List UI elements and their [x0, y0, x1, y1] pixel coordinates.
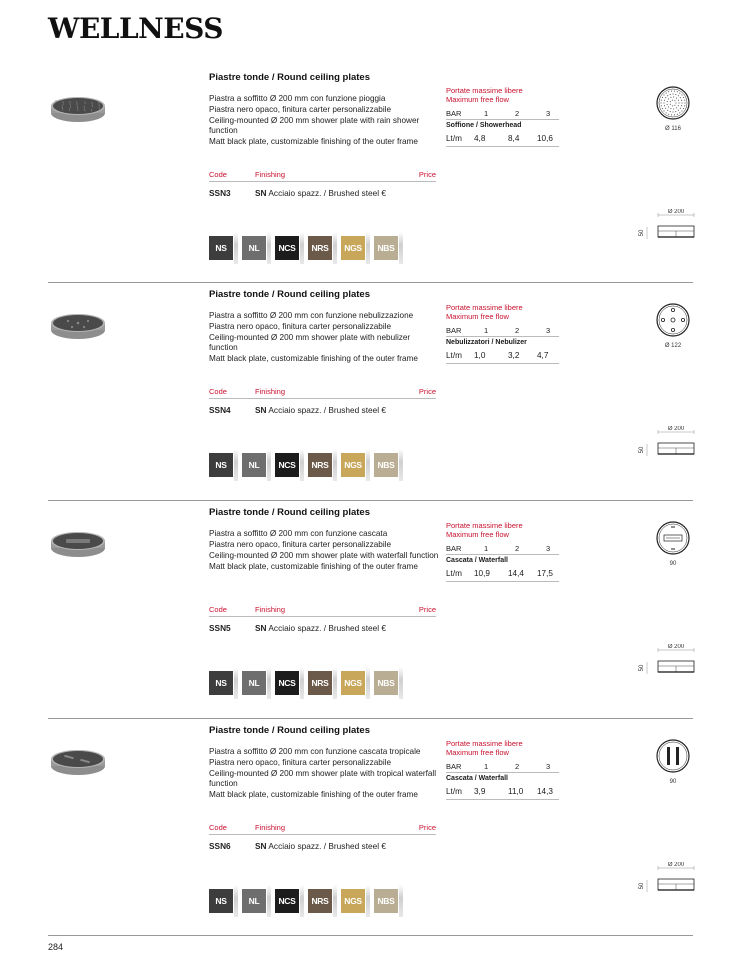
- height-dimension: 50: [639, 229, 645, 237]
- price-header-label: Price: [418, 170, 436, 179]
- swatch-separator: [234, 885, 238, 917]
- swatch-separator: [399, 449, 403, 481]
- product-section-ssn4: [0, 283, 742, 501]
- finishing-text: Acciaio spazz. / Brushed steel €: [268, 841, 386, 851]
- top-view-drawing: [652, 84, 694, 132]
- swatch-separator: [300, 885, 304, 917]
- swatch-separator: [366, 667, 370, 699]
- flow-table: [446, 86, 559, 147]
- section-divider: [48, 500, 693, 501]
- product-code: SSN6: [209, 841, 231, 851]
- height-dimension: 50: [639, 664, 645, 672]
- finish-swatch-nrs: NRS: [308, 671, 332, 695]
- finishing-header-label: Finishing: [255, 170, 286, 179]
- bar-row: [446, 761, 559, 773]
- swatch-separator: [267, 885, 271, 917]
- finishing-value: [255, 188, 386, 198]
- side-view-drawing: [638, 209, 696, 242]
- finish-swatch-ns: NS: [209, 236, 233, 260]
- bar-value: 3: [546, 762, 551, 771]
- finishing-text: Acciaio spazz. / Brushed steel €: [268, 623, 386, 633]
- top-view-drawing: [652, 301, 694, 349]
- description-en-1: Ceiling-mounted Ø 200 mm shower plate with waterfall function: [209, 551, 439, 560]
- swatch-separator: [300, 449, 304, 481]
- finish-swatch-ngs: NGS: [341, 671, 365, 695]
- bar-label: BAR: [446, 326, 462, 335]
- price-header-label: Price: [418, 823, 436, 832]
- finishing-text: Acciaio spazz. / Brushed steel €: [268, 405, 386, 415]
- ceiling-plate-image: [50, 747, 106, 777]
- diameter-dimension: Ø 200: [667, 644, 685, 650]
- flow-value: 3,9: [474, 787, 486, 796]
- finish-swatch-nl: NL: [242, 453, 266, 477]
- swatch-separator: [267, 667, 271, 699]
- swatch-separator: [333, 449, 337, 481]
- section-heading: Piastre tonde / Round ceiling plates: [209, 72, 370, 83]
- finish-swatch-nrs: NRS: [308, 889, 332, 913]
- flow-unit: Lt/m: [446, 787, 462, 796]
- side-view-drawing: [638, 862, 696, 895]
- price-header-label: Price: [418, 605, 436, 614]
- section-divider: [48, 718, 693, 719]
- flow-value: 14,3: [537, 787, 553, 796]
- side-view-drawing: [638, 426, 696, 459]
- finish-swatch-ns: NS: [209, 889, 233, 913]
- description-it-2: Piastra nero opaco, finitura carter personalizzabile: [209, 540, 392, 549]
- product-code: SSN4: [209, 405, 231, 415]
- bar-value: 1: [484, 544, 489, 553]
- description-it-1: Piastra a soffitto Ø 200 mm con funzione nebulizzazione: [209, 311, 414, 320]
- bar-value: 2: [515, 109, 520, 118]
- code-header-label: Code: [209, 170, 227, 179]
- ceiling-plate-image: [50, 529, 106, 559]
- flow-value: 11,0: [508, 787, 524, 796]
- swatch-separator: [267, 232, 271, 264]
- finishing-code: SN: [255, 405, 267, 415]
- flow-value: 17,5: [537, 569, 553, 578]
- flow-unit: Lt/m: [446, 351, 462, 360]
- flow-value: 8,4: [508, 134, 520, 143]
- finishing-header-label: Finishing: [255, 605, 286, 614]
- code-header-label: Code: [209, 387, 227, 396]
- description-it-1: Piastra a soffitto Ø 200 mm con funzione cascata: [209, 529, 388, 538]
- flow-type: Soffione / Showerhead: [446, 122, 522, 129]
- bar-label: BAR: [446, 762, 462, 771]
- product-description: [209, 94, 439, 148]
- code-table-header: [209, 823, 436, 835]
- description-en-1: Ceiling-mounted Ø 200 mm shower plate with rain shower function: [209, 116, 420, 135]
- flow-row: [446, 568, 559, 582]
- description-en-2: Matt black plate, customizable finishing of the outer frame: [209, 137, 418, 146]
- swatch-separator: [366, 232, 370, 264]
- finish-swatch-ncs: NCS: [275, 889, 299, 913]
- flow-row: [446, 133, 559, 147]
- flow-unit: Lt/m: [446, 134, 462, 143]
- flow-row: [446, 786, 559, 800]
- finish-swatch-ngs: NGS: [341, 453, 365, 477]
- bar-label: BAR: [446, 544, 462, 553]
- finish-swatch-nl: NL: [242, 889, 266, 913]
- swatch-separator: [366, 449, 370, 481]
- side-view-drawing: [638, 644, 696, 677]
- description-en-1: Ceiling-mounted Ø 200 mm shower plate with tropical waterfall function: [209, 769, 437, 788]
- finish-swatch-nrs: NRS: [308, 453, 332, 477]
- product-section-ssn6: [0, 719, 742, 937]
- product-section-ssn5: [0, 501, 742, 719]
- flow-title-it: Portate massime libere: [446, 303, 523, 312]
- swatch-separator: [399, 232, 403, 264]
- description-en-2: Matt black plate, customizable finishing of the outer frame: [209, 562, 418, 571]
- flow-unit: Lt/m: [446, 569, 462, 578]
- swatch-separator: [234, 667, 238, 699]
- flow-title-en: Maximum free flow: [446, 530, 509, 539]
- flow-type: Nebulizzatori / Nebulizer: [446, 339, 527, 346]
- description-it-1: Piastra a soffitto Ø 200 mm con funzione cascata tropicale: [209, 747, 421, 756]
- flow-title-it: Portate massime libere: [446, 739, 523, 748]
- flow-row: [446, 350, 559, 364]
- finishing-value: [255, 841, 386, 851]
- top-view-dimension: Ø 122: [664, 343, 682, 349]
- description-it-2: Piastra nero opaco, finitura carter personalizzabile: [209, 322, 392, 331]
- top-view-drawing: [652, 737, 694, 785]
- bar-row: [446, 325, 559, 337]
- finishing-value: [255, 405, 386, 415]
- finish-swatch-ngs: NGS: [341, 889, 365, 913]
- finishing-header-label: Finishing: [255, 823, 286, 832]
- finishing-code: SN: [255, 188, 267, 198]
- finishing-header-label: Finishing: [255, 387, 286, 396]
- flow-table: [446, 521, 559, 582]
- flow-value: 4,7: [537, 351, 549, 360]
- finishing-code: SN: [255, 841, 267, 851]
- bar-value: 3: [546, 326, 551, 335]
- swatch-separator: [333, 667, 337, 699]
- page-number: 284: [48, 942, 64, 952]
- flow-value: 4,8: [474, 134, 486, 143]
- finish-swatch-ncs: NCS: [275, 453, 299, 477]
- flow-value: 1,0: [474, 351, 486, 360]
- top-view-drawing: [652, 519, 694, 567]
- swatch-separator: [300, 232, 304, 264]
- top-view-dimension: 90: [669, 561, 677, 567]
- ceiling-plate-image: [50, 311, 106, 341]
- swatch-separator: [267, 449, 271, 481]
- bar-value: 3: [546, 109, 551, 118]
- bar-row: [446, 108, 559, 120]
- description-it-1: Piastra a soffitto Ø 200 mm con funzione pioggia: [209, 94, 386, 103]
- finish-swatch-ns: NS: [209, 671, 233, 695]
- finish-swatch-nbs: NBS: [374, 889, 398, 913]
- description-it-2: Piastra nero opaco, finitura carter personalizzabile: [209, 105, 392, 114]
- finish-swatch-ns: NS: [209, 453, 233, 477]
- description-en-1: Ceiling-mounted Ø 200 mm shower plate with nebulizer function: [209, 333, 411, 352]
- code-table-header: [209, 387, 436, 399]
- finish-swatch-nbs: NBS: [374, 671, 398, 695]
- flow-table: [446, 303, 559, 364]
- finish-swatch-nbs: NBS: [374, 236, 398, 260]
- flow-value: 3,2: [508, 351, 520, 360]
- flow-value: 14,4: [508, 569, 524, 578]
- flow-title-it: Portate massime libere: [446, 86, 523, 95]
- flow-title-en: Maximum free flow: [446, 312, 509, 321]
- finish-swatch-ncs: NCS: [275, 236, 299, 260]
- height-dimension: 50: [639, 882, 645, 890]
- diameter-dimension: Ø 200: [667, 862, 685, 868]
- swatch-separator: [333, 232, 337, 264]
- swatch-separator: [399, 667, 403, 699]
- bottom-rule: [48, 935, 693, 936]
- code-table-header: [209, 605, 436, 617]
- product-code: SSN5: [209, 623, 231, 633]
- finish-swatch-ncs: NCS: [275, 671, 299, 695]
- bar-value: 1: [484, 109, 489, 118]
- flow-table: [446, 739, 559, 800]
- description-en-2: Matt black plate, customizable finishing of the outer frame: [209, 354, 418, 363]
- code-table-header: [209, 170, 436, 182]
- height-dimension: 50: [639, 446, 645, 454]
- bar-label: BAR: [446, 109, 462, 118]
- flow-type: Cascata / Waterfall: [446, 775, 508, 782]
- ceiling-plate-image: [50, 94, 106, 124]
- product-code: SSN3: [209, 188, 231, 198]
- swatch-separator: [333, 885, 337, 917]
- swatch-separator: [300, 667, 304, 699]
- bar-row: [446, 543, 559, 555]
- code-header-label: Code: [209, 605, 227, 614]
- finish-swatch-ngs: NGS: [341, 236, 365, 260]
- bar-value: 2: [515, 544, 520, 553]
- product-description: [209, 311, 439, 365]
- section-heading: Piastre tonde / Round ceiling plates: [209, 725, 370, 736]
- bar-value: 1: [484, 762, 489, 771]
- bar-value: 2: [515, 326, 520, 335]
- top-view-dimension: Ø 116: [665, 126, 681, 132]
- product-description: [209, 747, 439, 801]
- section-heading: Piastre tonde / Round ceiling plates: [209, 289, 370, 300]
- product-section-ssn3: [0, 66, 742, 284]
- flow-title-it: Portate massime libere: [446, 521, 523, 530]
- diameter-dimension: Ø 200: [667, 426, 685, 432]
- finish-swatch-nrs: NRS: [308, 236, 332, 260]
- finish-swatch-nl: NL: [242, 671, 266, 695]
- description-it-2: Piastra nero opaco, finitura carter personalizzabile: [209, 758, 392, 767]
- flow-title-en: Maximum free flow: [446, 95, 509, 104]
- swatch-separator: [399, 885, 403, 917]
- bar-value: 2: [515, 762, 520, 771]
- product-description: [209, 529, 439, 573]
- section-heading: Piastre tonde / Round ceiling plates: [209, 507, 370, 518]
- flow-value: 10,9: [474, 569, 490, 578]
- finishing-code: SN: [255, 623, 267, 633]
- description-en-2: Matt black plate, customizable finishing of the outer frame: [209, 790, 418, 799]
- section-divider: [48, 282, 693, 283]
- swatch-separator: [366, 885, 370, 917]
- flow-title-en: Maximum free flow: [446, 748, 509, 757]
- flow-type: Cascata / Waterfall: [446, 557, 508, 564]
- swatch-separator: [234, 232, 238, 264]
- finishing-value: [255, 623, 386, 633]
- finishing-text: Acciaio spazz. / Brushed steel €: [268, 188, 386, 198]
- swatch-separator: [234, 449, 238, 481]
- bar-value: 1: [484, 326, 489, 335]
- page-title: WELLNESS: [48, 12, 223, 45]
- flow-value: 10,6: [537, 134, 553, 143]
- top-view-dimension: 90: [669, 779, 677, 785]
- code-header-label: Code: [209, 823, 227, 832]
- finish-swatch-nbs: NBS: [374, 453, 398, 477]
- diameter-dimension: Ø 200: [667, 209, 685, 215]
- price-header-label: Price: [418, 387, 436, 396]
- bar-value: 3: [546, 544, 551, 553]
- finish-swatch-nl: NL: [242, 236, 266, 260]
